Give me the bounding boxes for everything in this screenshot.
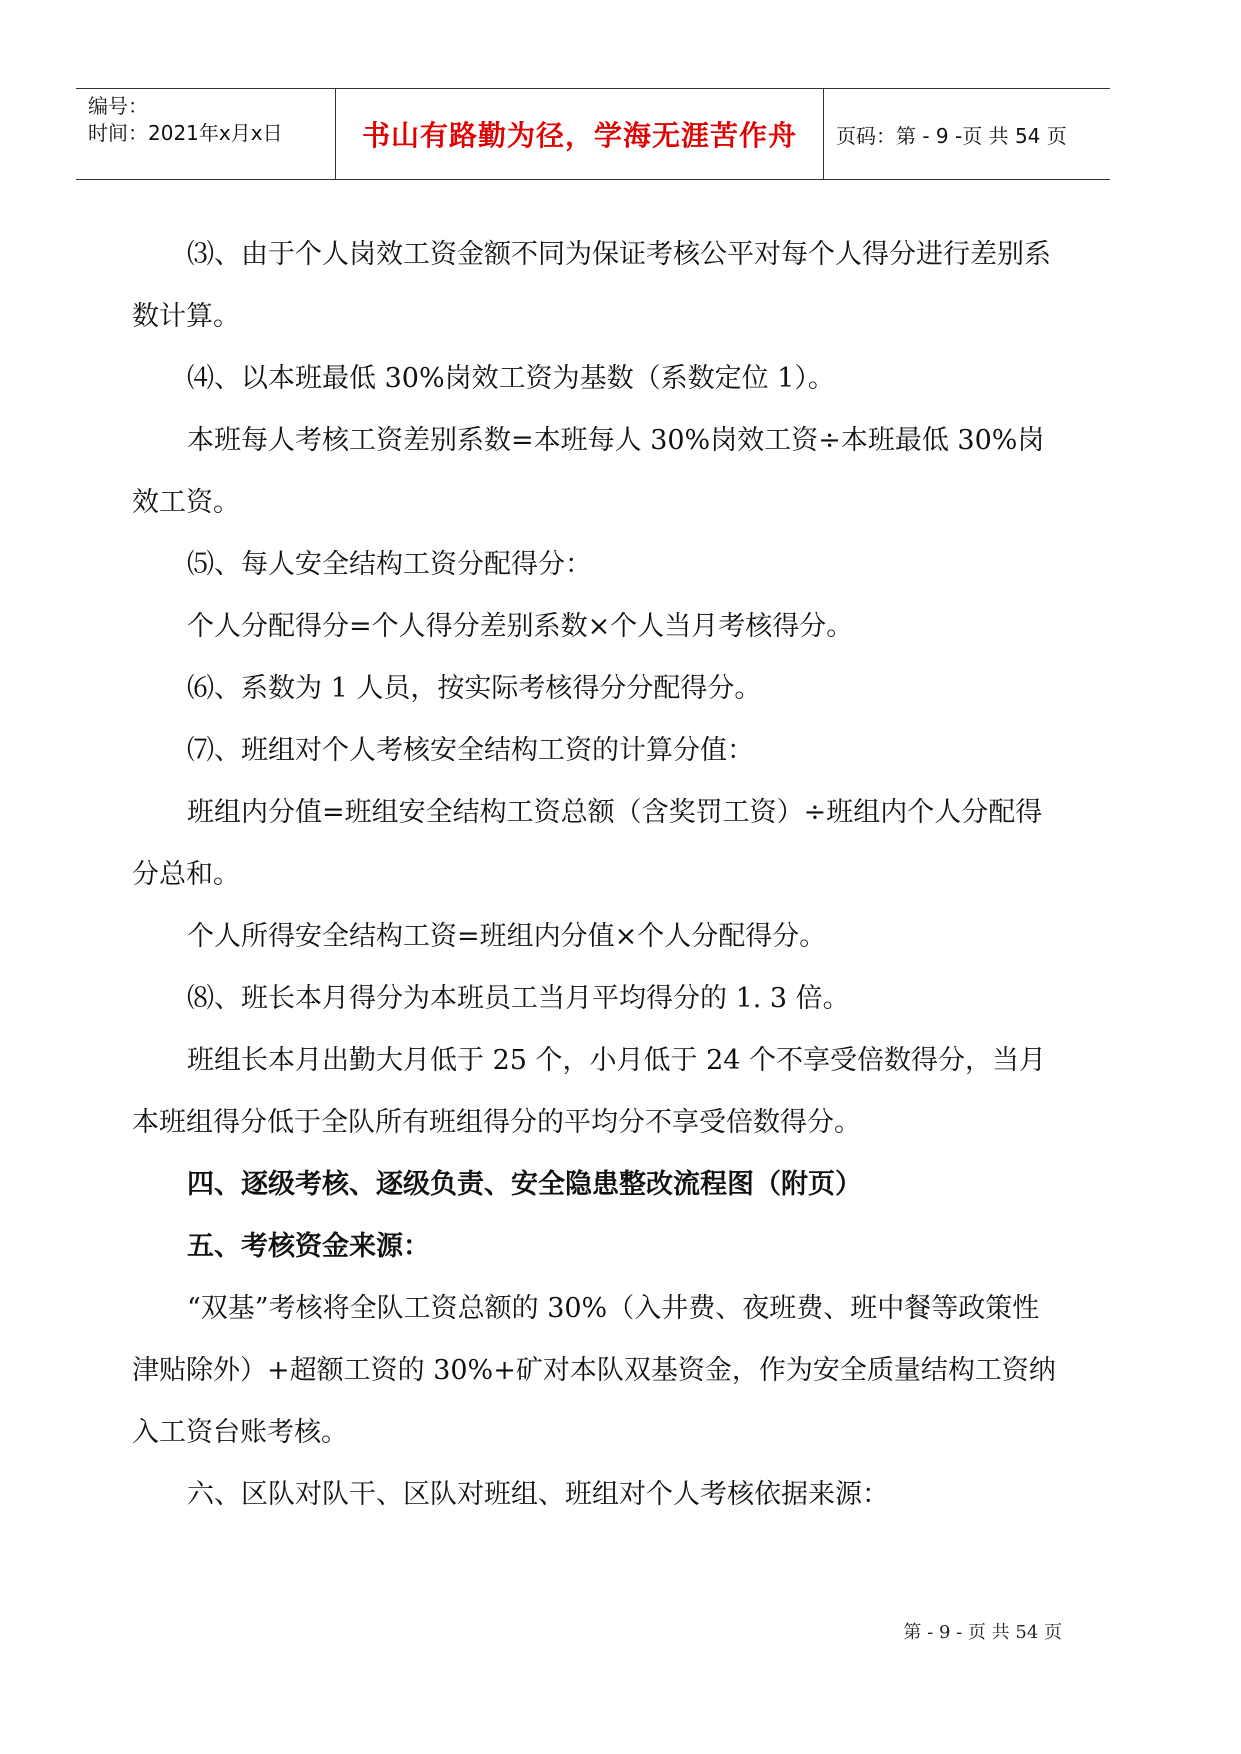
header-motto: 书山有路勤为径，学海无涯苦作舟 <box>336 89 824 179</box>
paragraph-3: ⑶、由于个人岗效工资金额不同为保证考核公平对每个人得分进行差别系数计算。 <box>132 239 1051 332</box>
paragraph-4: ⑷、以本班最低 30%岗效工资为基数（系数定位 1）。 <box>187 363 835 394</box>
paragraph-coefficient-formula: 本班每人考核工资差别系数=本班每人 30%岗效工资÷本班最低 30%岗效工资。 <box>132 425 1045 518</box>
document-time: 时间：2021年x月x日 <box>88 121 283 145</box>
paragraph-individual-wage-formula: 个人所得安全结构工资=班组内分值×个人分配得分。 <box>187 921 827 952</box>
heading-section-4: 四、逐级考核、逐级负责、安全隐患整改流程图（附页） <box>187 1169 862 1200</box>
paragraph-5: ⑸、每人安全结构工资分配得分： <box>187 549 592 580</box>
paragraph-allocation-formula: 个人分配得分=个人得分差别系数×个人当月考核得分。 <box>187 611 854 642</box>
heading-section-5: 五、考核资金来源： <box>187 1231 430 1262</box>
paragraph-7: ⑺、班组对个人考核安全结构工资的计算分值： <box>187 735 754 766</box>
page-footer: 第 - 9 - 页 共 54 页 <box>903 1622 1062 1643</box>
paragraph-section-6: 六、区队对队干、区队对班组、班组对个人考核依据来源： <box>187 1479 889 1510</box>
paragraph-6: ⑹、系数为 1 人员，按实际考核得分分配得分。 <box>187 673 762 704</box>
document-number: 编号： <box>88 94 148 118</box>
paragraph-funds-source: “双基”考核将全队工资总额的 30%（入井费、夜班费、班中餐等政策性津贴除外）+超额工资的 30%+矿对本队双基资金，作为安全质量结构工资纳入工资台账考核。 <box>132 1293 1056 1448</box>
paragraph-8: ⑻、班长本月得分为本班员工当月平均得分的 1. 3 倍。 <box>187 983 850 1014</box>
header-page-info: 页码：第 - 9 -页 共 54 页 <box>836 123 1067 148</box>
paragraph-attendance-rule: 班组长本月出勤大月低于 25 个，小月低于 24 个不享受倍数得分，当月本班组得分低于全队所有班组得分的平均分不享受倍数得分。 <box>132 1045 1047 1138</box>
paragraph-group-value-formula: 班组内分值=班组安全结构工资总额（含奖罚工资）÷班组内个人分配得分总和。 <box>132 797 1043 890</box>
page-header <box>76 88 1110 180</box>
document-body <box>132 224 1062 1526</box>
header-meta <box>76 89 336 179</box>
